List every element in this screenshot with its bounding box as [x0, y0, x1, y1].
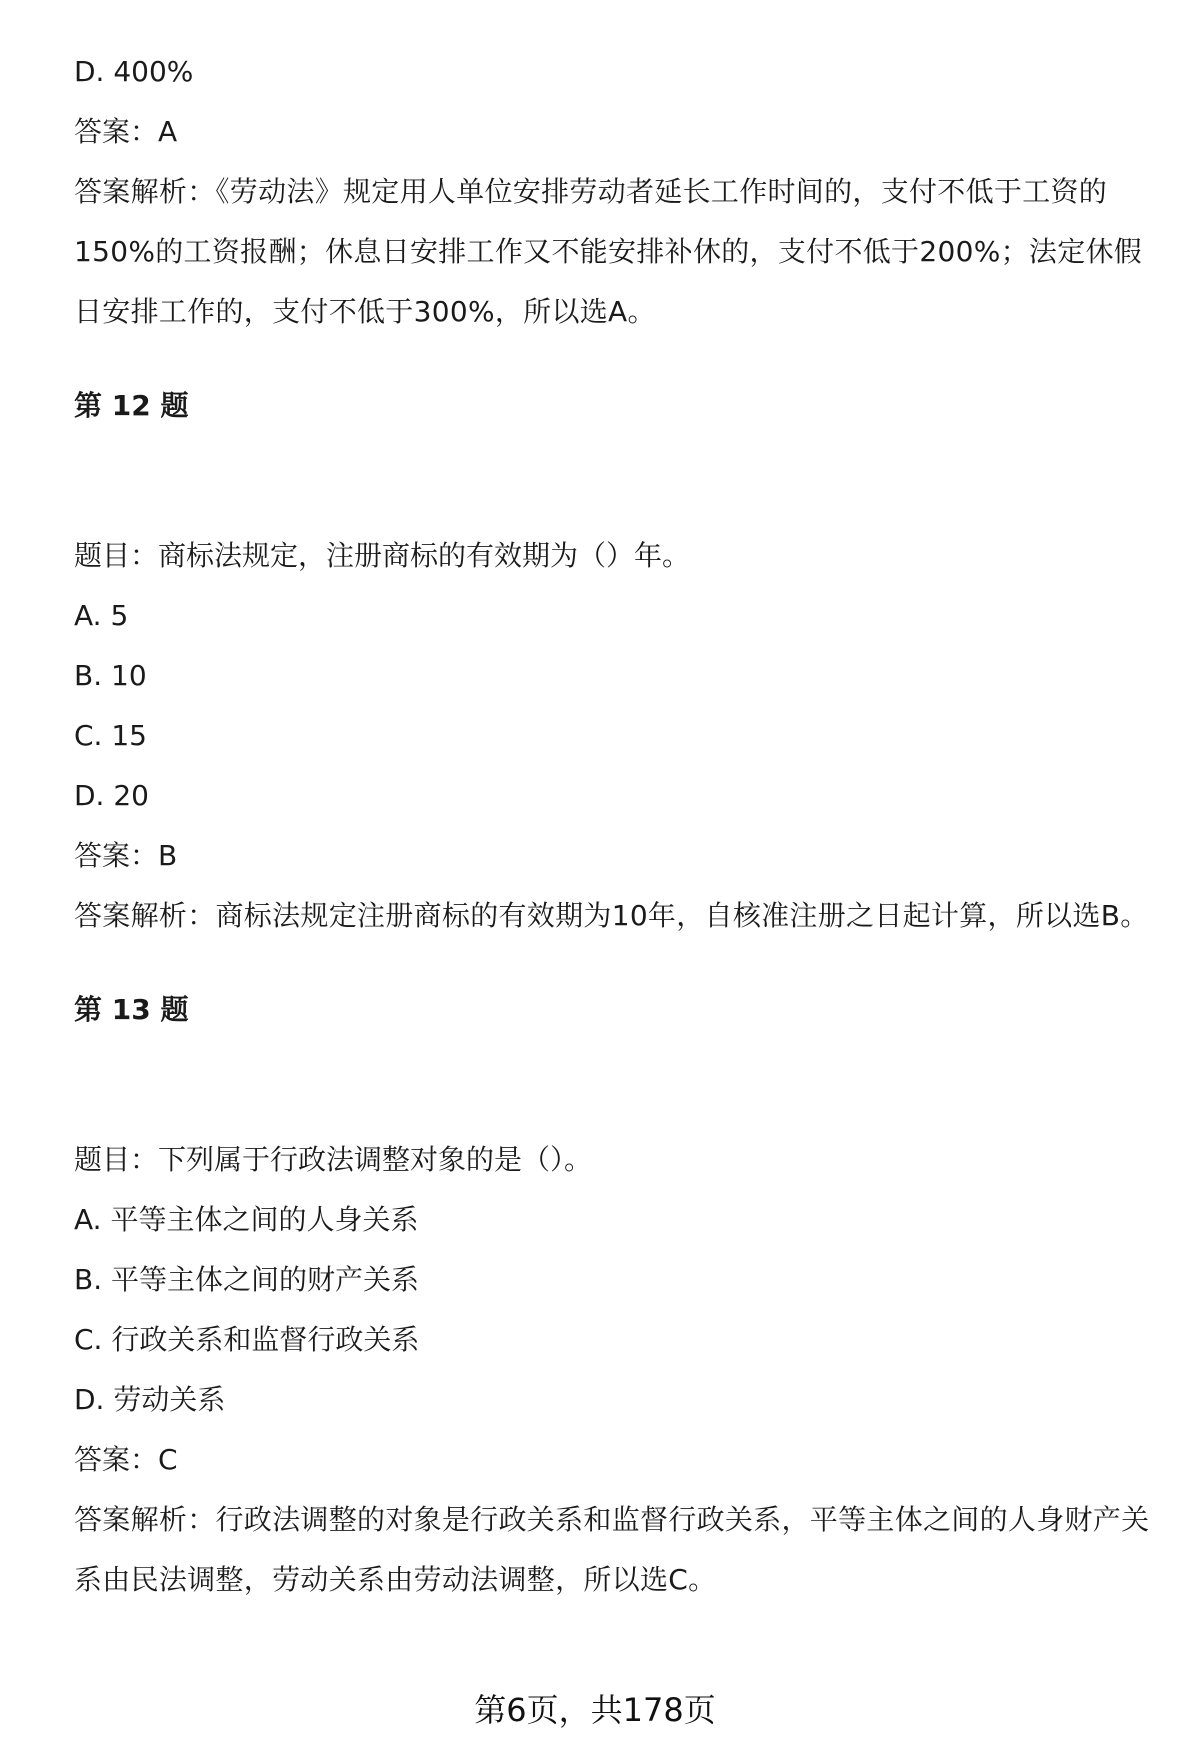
question-12 [74, 376, 1164, 946]
option-d: D. 20 [74, 779, 149, 812]
answer: 答案：C [74, 1443, 178, 1476]
question-stem: 题目：下列属于行政法调整对象的是（）。 [74, 1143, 593, 1176]
question-11-tail [74, 42, 1164, 342]
answer: 答案：B [74, 839, 178, 872]
document-page [74, 0, 1164, 1610]
answer-analysis: 答案解析：《劳动法》规定用人单位安排劳动者延长工作时间的，支付不低于工资的150%的工资报酬；休息日安排工作又不能安排补休的，支付不低于200%；法定休假日安排工作的，支付不低于300%，所以选A。 [74, 175, 1143, 328]
page-indicator: 第6页，共178页 [474, 1691, 716, 1729]
question-stem: 题目：商标法规定，注册商标的有效期为（）年。 [74, 539, 691, 572]
option-d: D. 400% [74, 55, 194, 88]
answer-analysis: 答案解析：行政法调整的对象是行政关系和监督行政关系，平等主体之间的人身财产关系由民法调整，劳动关系由劳动法调整，所以选C。 [74, 1503, 1150, 1596]
option-c: C. 15 [74, 719, 147, 752]
question-heading: 第 12 题 [74, 389, 189, 422]
option-b: B. 10 [74, 659, 147, 692]
option-a: A. 平等主体之间的人身关系 [74, 1203, 419, 1236]
question-heading: 第 13 题 [74, 993, 189, 1026]
option-c: C. 行政关系和监督行政关系 [74, 1323, 420, 1356]
option-a: A. 5 [74, 599, 129, 632]
option-b: B. 平等主体之间的财产关系 [74, 1263, 420, 1296]
option-d: D. 劳动关系 [74, 1383, 226, 1416]
answer: 答案：A [74, 115, 178, 148]
answer-analysis: 答案解析：商标法规定注册商标的有效期为10年，自核准注册之日起计算，所以选B。 [74, 899, 1149, 932]
question-13 [74, 980, 1164, 1610]
